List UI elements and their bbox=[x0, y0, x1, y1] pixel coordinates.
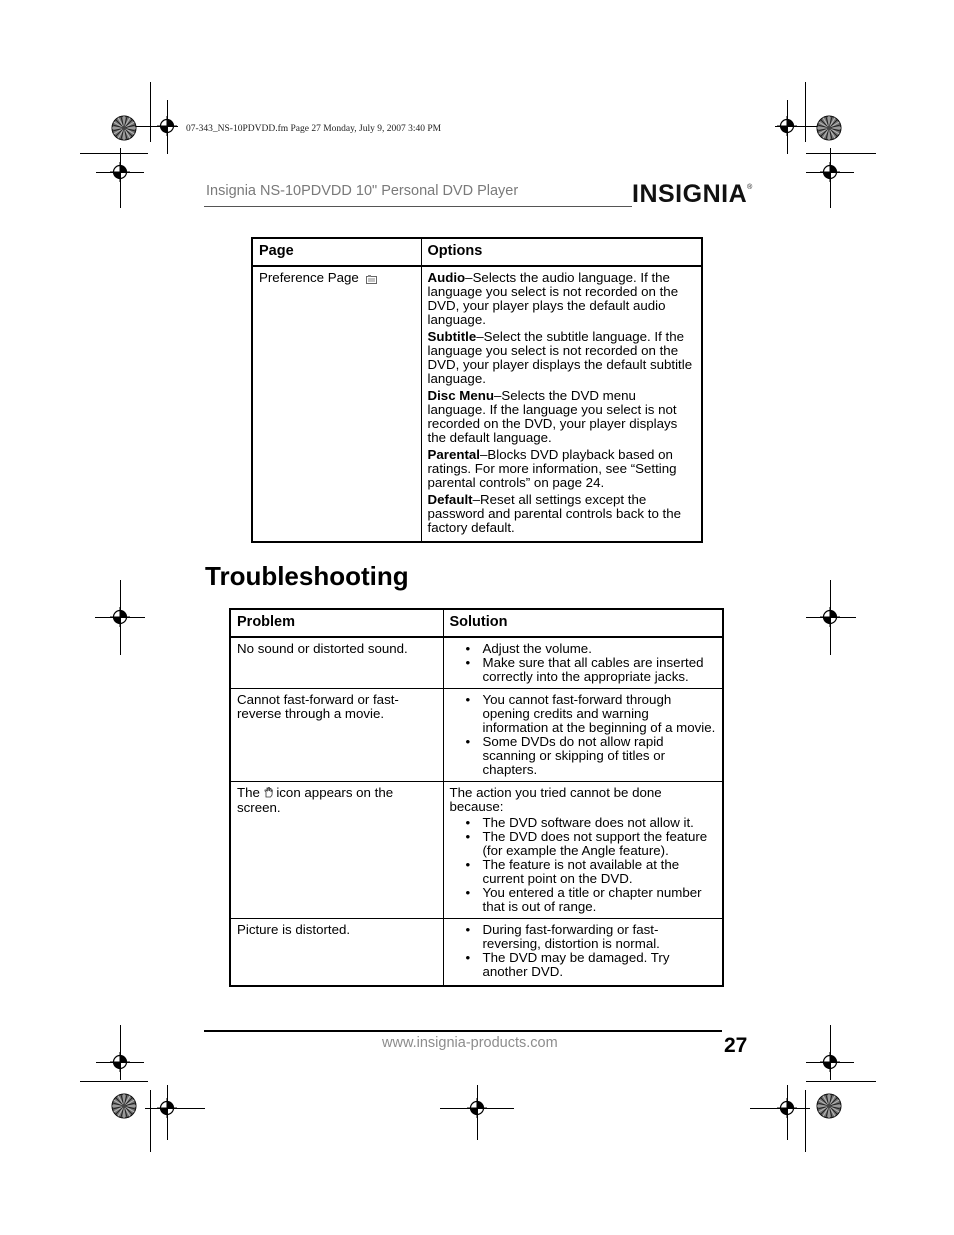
problem-cell bbox=[230, 689, 443, 782]
problem-cell bbox=[230, 782, 443, 919]
options-table bbox=[251, 237, 703, 543]
list-item: • During fast-forwarding or fast-reversing, distortion is normal. bbox=[483, 923, 717, 951]
solution-cell bbox=[443, 782, 723, 919]
problem-text: Picture is distorted. bbox=[237, 922, 351, 937]
option-name: Audio bbox=[427, 270, 466, 285]
option-description: –Selects the audio language. If the language you select is not recorded on the DVD, your player plays the default audio language. bbox=[427, 270, 679, 327]
list-item: • Adjust the volume. bbox=[483, 642, 717, 656]
option-audio bbox=[428, 271, 696, 327]
troubleshooting-table bbox=[229, 608, 724, 987]
page-cell bbox=[252, 266, 421, 542]
solution-list bbox=[450, 642, 717, 684]
list-item: • The DVD software does not allow it. bbox=[483, 816, 717, 830]
solution-list bbox=[450, 816, 717, 914]
trim-line bbox=[440, 1108, 514, 1109]
option-description: –Select the subtitle language. If the language you select is not recorded on the DVD, your player displays the default subtitle language. bbox=[427, 329, 693, 386]
trim-line bbox=[96, 172, 144, 173]
solution-list bbox=[450, 693, 717, 777]
page-name: Preference Page bbox=[259, 270, 359, 285]
trim-line bbox=[167, 100, 168, 154]
problem-cell bbox=[230, 637, 443, 689]
option-description: –Blocks DVD playback based on ratings. For more information, see “Setting parental controls” on page 24. bbox=[427, 447, 677, 490]
table-row bbox=[230, 637, 723, 689]
trim-line bbox=[80, 153, 148, 154]
option-parental bbox=[428, 448, 696, 490]
problem-cell bbox=[230, 919, 443, 987]
option-name: Subtitle bbox=[427, 329, 477, 344]
list-item: • Some DVDs do not allow rapid scanning or skipping of titles or chapters. bbox=[483, 735, 717, 777]
table-row bbox=[230, 689, 723, 782]
table-row bbox=[230, 782, 723, 919]
solution-cell bbox=[443, 637, 723, 689]
preference-page-icon bbox=[366, 273, 377, 287]
trim-line bbox=[806, 1081, 876, 1082]
solution-column-header: Solution bbox=[443, 609, 723, 637]
printer-slug: 07-343_NS-10PDVDD.fm Page 27 Monday, July 9, 2007 3:40 PM bbox=[186, 124, 442, 134]
option-default bbox=[428, 493, 696, 535]
trim-line bbox=[96, 1062, 144, 1063]
starburst-calibration-icon bbox=[111, 1093, 137, 1119]
trim-line bbox=[806, 1062, 854, 1063]
trim-line bbox=[150, 1090, 151, 1152]
logo-registered-mark: ® bbox=[747, 184, 753, 191]
problem-text-after: icon appears on the screen. bbox=[237, 785, 394, 815]
problem-column-header: Problem bbox=[230, 609, 443, 637]
trim-line bbox=[95, 617, 145, 618]
solution-list bbox=[450, 923, 717, 979]
footer-rule bbox=[204, 1030, 722, 1032]
option-name: Default bbox=[427, 492, 473, 507]
starburst-calibration-icon bbox=[816, 1093, 842, 1119]
starburst-calibration-icon bbox=[816, 115, 842, 141]
trim-line bbox=[806, 617, 856, 618]
table-row bbox=[252, 266, 702, 542]
starburst-calibration-icon bbox=[111, 115, 137, 141]
trim-line bbox=[80, 1081, 148, 1082]
list-item: • You cannot fast-forward through opening credits and warning information at the beginning of a movie. bbox=[483, 693, 717, 735]
section-heading: Troubleshooting bbox=[205, 561, 409, 591]
troubleshooting-header-row bbox=[230, 609, 723, 637]
list-item: • The DVD does not support the feature (for example the Angle feature). bbox=[483, 830, 717, 858]
problem-text: No sound or distorted sound. bbox=[237, 641, 408, 656]
trim-line bbox=[805, 1090, 806, 1152]
footer-url: www.insignia-products.com bbox=[382, 1035, 558, 1051]
trim-line bbox=[806, 153, 876, 154]
option-name: Disc Menu bbox=[427, 388, 494, 403]
options-table-header-row bbox=[252, 238, 702, 266]
option-description: –Reset all settings except the password and parental controls back to the factory default. bbox=[427, 492, 682, 535]
list-item: • Make sure that all cables are inserted correctly into the appropriate jacks. bbox=[483, 656, 717, 684]
list-item: • The feature is not available at the current point on the DVD. bbox=[483, 858, 717, 886]
header-title: Insignia NS-10PDVDD 10" Personal DVD Player bbox=[206, 183, 519, 199]
list-item: • You entered a title or chapter number that is out of range. bbox=[483, 886, 717, 914]
trim-line bbox=[806, 172, 854, 173]
hand-prohibited-icon bbox=[264, 787, 273, 801]
header-rule bbox=[204, 206, 632, 207]
trim-line bbox=[805, 82, 806, 142]
option-name: Parental bbox=[427, 447, 480, 462]
solution-cell bbox=[443, 919, 723, 987]
insignia-logo bbox=[632, 180, 753, 209]
options-column-header: Options bbox=[421, 238, 702, 266]
solution-intro: The action you tried cannot be done because: bbox=[449, 785, 662, 814]
option-subtitle bbox=[428, 330, 696, 386]
trim-line bbox=[787, 100, 788, 154]
table-row bbox=[230, 919, 723, 987]
trim-line bbox=[150, 82, 151, 142]
page-column-header: Page bbox=[252, 238, 421, 266]
problem-text-before: The bbox=[237, 785, 260, 800]
page-number: 27 bbox=[724, 1034, 748, 1057]
problem-text: Cannot fast-forward or fast-reverse through a movie. bbox=[237, 692, 399, 721]
trim-line bbox=[750, 1108, 810, 1109]
option-disc-menu bbox=[428, 389, 696, 445]
list-item: • The DVD may be damaged. Try another DVD. bbox=[483, 951, 717, 979]
option-description: –Selects the DVD menu language. If the language you select is not recorded on the DVD, your player displays the default language. bbox=[427, 388, 678, 445]
solution-cell bbox=[443, 689, 723, 782]
trim-line bbox=[145, 1108, 205, 1109]
options-cell bbox=[421, 266, 702, 542]
logo-text: INSIGNIA bbox=[632, 180, 748, 208]
